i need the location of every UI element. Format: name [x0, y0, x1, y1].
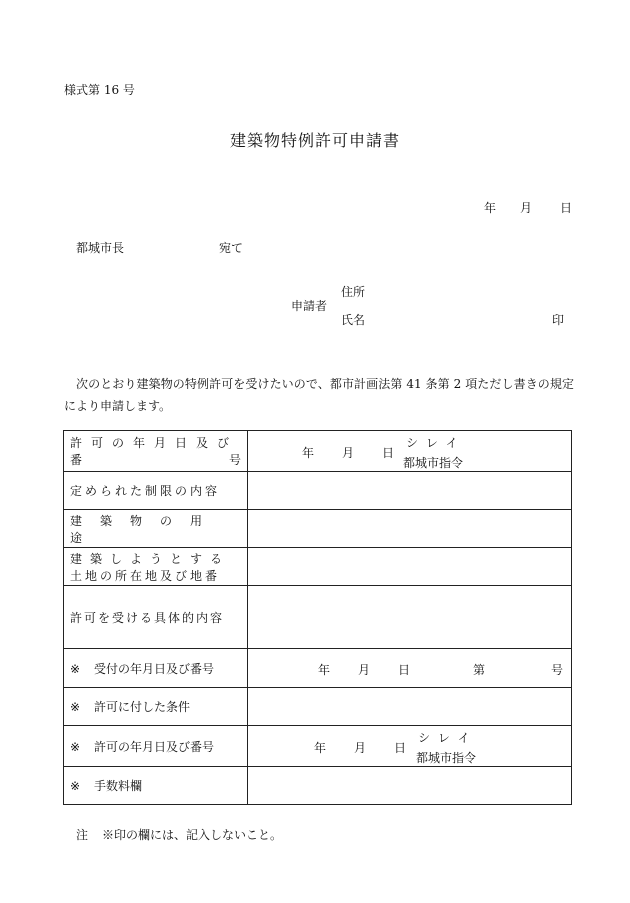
- year-label: 年: [318, 663, 331, 677]
- label-line: 建築しようとする: [70, 551, 231, 566]
- label-building-use: [64, 510, 248, 548]
- table-row: [64, 726, 572, 767]
- table-row: [64, 510, 572, 548]
- page-title: 建築物特例許可申請書: [229, 131, 400, 150]
- note-text: ※印の欄には、記入しないこと。: [102, 828, 283, 842]
- table-row: [64, 472, 572, 510]
- day-label: 日: [394, 741, 407, 755]
- label-text: 受付の年月日及び番号: [94, 661, 215, 676]
- label-restriction: [64, 472, 248, 510]
- conditions-cell: [248, 688, 572, 726]
- addressee-suffix: 宛て: [219, 241, 244, 255]
- label-text: 許可を受ける具体的内容: [70, 610, 225, 625]
- form-number: 様式第 16 号: [64, 83, 135, 97]
- mark: ※: [70, 700, 81, 714]
- seal-mark: 印: [552, 313, 565, 327]
- application-date: [484, 199, 572, 216]
- label-permit-content: [64, 586, 248, 649]
- building-use-cell[interactable]: [248, 510, 572, 548]
- table-row: [64, 586, 572, 649]
- mark: ※: [70, 739, 81, 754]
- permit-table: [63, 430, 572, 805]
- label-receipt: [64, 649, 248, 688]
- note-prefix: 注: [76, 828, 89, 842]
- table-row: [64, 548, 572, 586]
- day-label: 日: [382, 446, 395, 460]
- table-row: [64, 688, 572, 726]
- footnote: [76, 826, 282, 843]
- permit-content-cell[interactable]: [248, 586, 572, 649]
- go-label: 号: [551, 663, 564, 677]
- directive-ruby: シ レ イ: [406, 436, 460, 450]
- intro-text: 次のとおり建築物の特例許可を受けたいので、都市計画法第 41 条第 2 項ただし書きの規定により申請します。: [64, 377, 574, 413]
- day-label: 日: [398, 663, 411, 677]
- addressee: 都城市長: [76, 241, 125, 255]
- label-text: 手数料欄: [94, 779, 143, 793]
- name-label: 氏名: [341, 313, 366, 327]
- label-line: 許可の年月日及び: [70, 436, 239, 450]
- label-land-location: [64, 548, 248, 586]
- year-label: 年: [302, 446, 315, 460]
- label-line: 土地の所在地及び地番: [70, 568, 221, 583]
- label-text: 許可に付した条件: [94, 700, 191, 714]
- label-text: 建築物の用途: [70, 513, 221, 545]
- directive-ruby: シ レ イ: [418, 731, 472, 745]
- land-location-cell[interactable]: [248, 548, 572, 586]
- month-label: 月: [354, 741, 367, 755]
- receipt-cell: [248, 649, 572, 688]
- date-year: 年: [484, 201, 497, 215]
- mark: ※: [70, 779, 81, 793]
- month-label: 月: [358, 663, 371, 677]
- directive-label: 都城市指令: [403, 456, 464, 470]
- label-text: 定められた制限の内容: [70, 484, 221, 498]
- permit-office-cell: [248, 726, 572, 767]
- mark: ※: [70, 661, 81, 676]
- directive-label: 都城市指令: [416, 751, 477, 765]
- applicant-label: 申請者: [291, 299, 328, 313]
- label-text: 許可の年月日及び番号: [94, 739, 215, 754]
- year-label: 年: [314, 741, 327, 755]
- label-permit-date-number: [64, 431, 248, 472]
- table-row: [64, 431, 572, 472]
- date-day: 日: [560, 201, 573, 215]
- month-label: 月: [342, 446, 355, 460]
- restriction-cell[interactable]: [248, 472, 572, 510]
- label-line: 番 号: [70, 453, 241, 467]
- table-row: [64, 767, 572, 805]
- address-label: 住所: [341, 285, 366, 299]
- label-permit-date-number-office: [64, 726, 248, 767]
- label-fee: [64, 767, 248, 805]
- table-row: [64, 649, 572, 688]
- permit-date-number-cell[interactable]: [248, 431, 572, 472]
- date-month: 月: [520, 201, 533, 215]
- label-conditions: [64, 688, 248, 726]
- dai-label: 第: [473, 663, 486, 677]
- fee-cell: [248, 767, 572, 805]
